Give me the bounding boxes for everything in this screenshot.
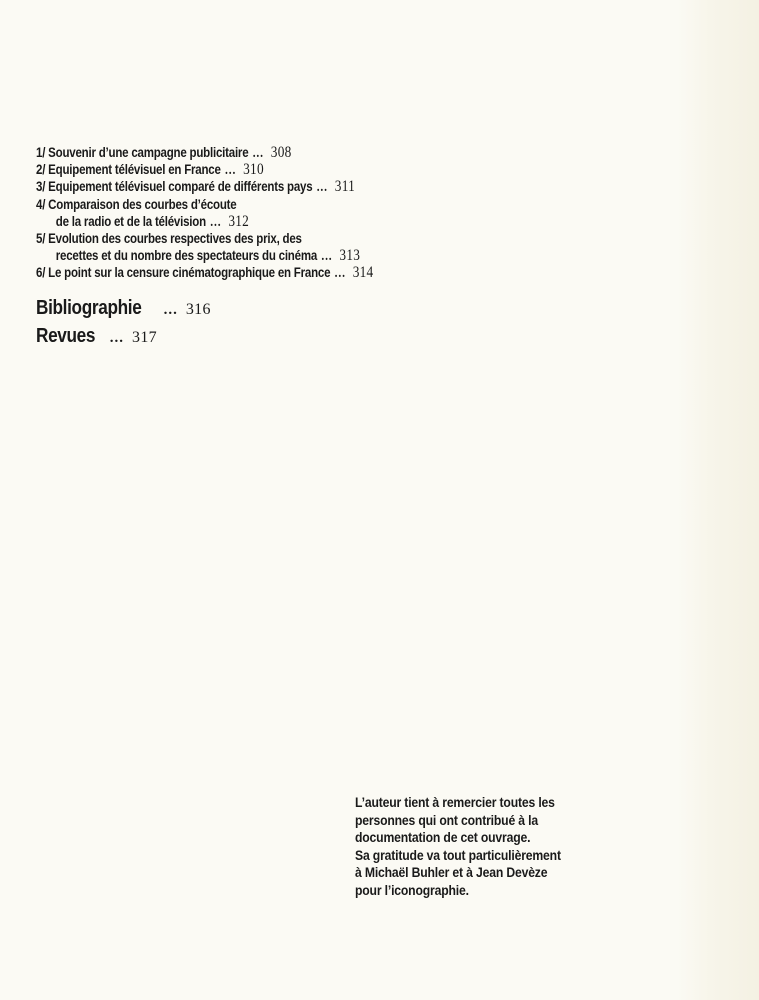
- section-title: Bibliographie: [36, 297, 142, 319]
- acknowledgment-line: pour l’iconographie.: [355, 882, 469, 899]
- section-revues: [36, 325, 157, 348]
- toc-entry-title-continued: recettes et du nombre des spectateurs du cinéma: [55, 248, 318, 264]
- acknowledgment-block: [355, 795, 685, 900]
- page-edge-shading: [677, 0, 759, 1000]
- toc-entry-4-continued: [36, 213, 518, 230]
- toc-entry-2: [36, 161, 518, 178]
- toc-entry-title: 2/ Equipement télévisuel en France: [36, 162, 221, 178]
- toc-leader-dots: ...: [210, 213, 222, 229]
- toc-entry-5: [36, 230, 518, 247]
- acknowledgment-line: personnes qui ont contribué à la: [355, 812, 538, 829]
- acknowledgment-line: L’auteur tient à remercier toutes les: [355, 795, 555, 811]
- section-page-number: 316: [185, 301, 211, 318]
- section-leader-dots: ...: [109, 330, 125, 346]
- section-title: Revues: [36, 325, 96, 347]
- toc-entry-title-continued: de la radio et de la télévision: [55, 213, 206, 229]
- toc-page-number: 308: [270, 144, 292, 161]
- toc-page-number: 310: [243, 161, 264, 179]
- toc-entry-title: 4/ Comparaison des courbes d’écoute: [36, 196, 237, 212]
- toc-entry-6: [36, 264, 518, 281]
- toc-entry-1: [36, 144, 518, 161]
- toc-page-number: 313: [339, 247, 361, 265]
- toc-page-number: 311: [334, 178, 356, 196]
- toc-page-number: 312: [228, 212, 250, 230]
- toc-entry-title: 3/ Equipement télévisuel comparé de différents pays: [36, 179, 313, 195]
- acknowledgment-line: Sa gratitude va tout particulièrement: [355, 847, 561, 864]
- toc-leader-dots: ...: [252, 145, 264, 160]
- section-leader-dots: ...: [163, 302, 178, 318]
- section-page-number: 317: [132, 329, 157, 346]
- toc-entry-4: [36, 196, 518, 213]
- toc-page-number: 314: [352, 264, 374, 282]
- toc-entry-title: 1/ Souvenir d’une campagne publicitaire: [36, 145, 249, 160]
- toc-leader-dots: ...: [224, 162, 237, 178]
- toc-entry-title: 5/ Evolution des courbes respectives des prix, des: [36, 231, 302, 247]
- toc-entry-5-continued: [36, 247, 518, 264]
- table-of-contents: [36, 144, 596, 282]
- section-bibliographie: [36, 297, 211, 320]
- toc-leader-dots: ...: [316, 179, 328, 195]
- toc-leader-dots: ...: [321, 248, 333, 264]
- acknowledgment-line: documentation de cet ouvrage.: [355, 830, 531, 846]
- toc-entry-3: [36, 178, 518, 195]
- toc-entry-title: 6/ Le point sur la censure cinématographique en France: [36, 265, 331, 281]
- toc-leader-dots: ...: [334, 265, 346, 281]
- acknowledgment-line: à Michaël Buhler et à Jean Devèze: [355, 865, 548, 881]
